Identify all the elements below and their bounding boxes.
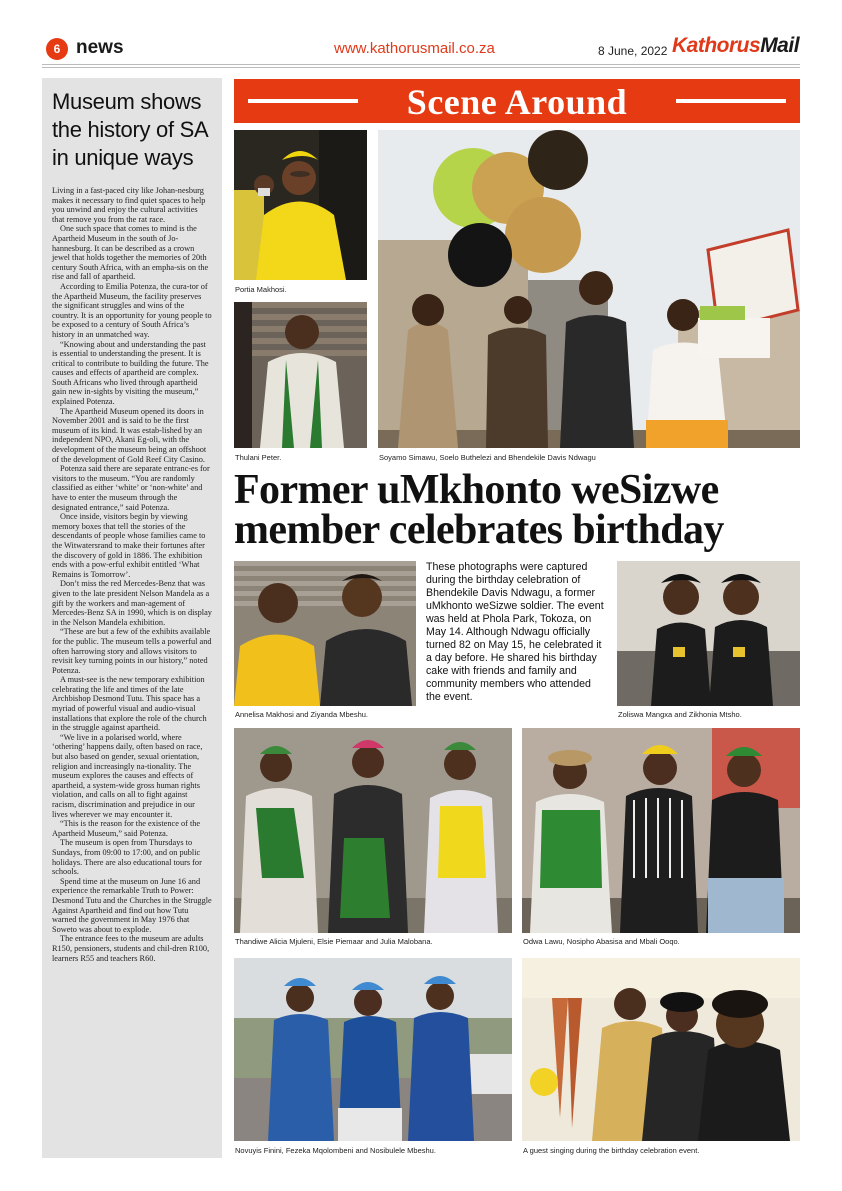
sidebar-paragraph: “This is the reason for the existence of the Apartheid Museum,” said Potenza.: [52, 819, 201, 838]
banner-title: Scene Around: [406, 82, 628, 122]
photo-odwa: [522, 728, 800, 933]
sidebar-body: [52, 186, 212, 963]
photo-guest-singing: [522, 958, 800, 1141]
sidebar-paragraph: One such space that comes to mind is the Apartheid Museum in the south of Jo-hannesburg. It can be described as a crown jewel that holds together the memories of 20th century South Africa, with an empha-sis on the rise and fall of apartheid.: [52, 224, 209, 282]
caption: Thulani Peter.: [235, 453, 282, 462]
sidebar-paragraph: “Knowing about and understanding the past is essential to understanding the present. It is critical to contribute to building the future. The causes and effects of apartheid are complex. South Africans who lived through apartheid gain new in-sights by visiting the museum,” explained Potenza.: [52, 339, 209, 407]
caption: Zoliswa Mangxa and Zikhonia Mtsho.: [618, 710, 742, 719]
website-link[interactable]: www.kathorusmail.co.za: [334, 40, 495, 57]
caption: Portia Makhosi.: [235, 285, 287, 294]
sidebar-paragraph: Once inside, visitors begin by viewing memory boxes that tell the stories of the descendants of people whose families came to the Witwatersrand to make their fortunes after the discovery of gold in 1886. The exhibition ends with a pow-erful exhibit entitled ‘What Remains is Tomorrow’.: [52, 512, 206, 579]
caption: Thandiwe Alicia Mjuleni, Elsie Piemaar and Julia Malobana.: [235, 937, 433, 946]
page-number: 6: [46, 38, 68, 60]
photo-annelisa: [234, 561, 416, 706]
page-header: [42, 34, 800, 64]
sidebar-paragraph: The Apartheid Museum opened its doors in November 2001 and is said to be the first museum of its kind. It was estab-lished by an independent NPO, Akani Eg-oli, with the development of the museum being an offshoot of the development of Gold Reef City Casino.: [52, 406, 207, 464]
sidebar-paragraph: A must-see is the new temporary exhibition celebrating the life and times of the late Archbishop Desmond Tutu. This space has a myriad of powerful visual and audio-visual installations that explore the role of the church in the struggle against apartheid.: [52, 675, 207, 733]
sidebar-paragraph: Potenza said there are separate entranc-es for visitors to the museum. “You are randomly classified as either ‘white’ or ‘non-white’ and have to enter the museum through the designated entrance,” said Potenza.: [52, 464, 210, 512]
photo-balloons-group: [378, 130, 800, 448]
sidebar-paragraph: “We live in a polarised world, where ‘othering’ happens daily, often based on race, but also based on gender, sexual orientation, religion and increasingly na-tionality. The museum explores the causes and effects of apartheid, a system-wide gross human rights violation, and calls on all to fight against racism, discrimination and prejudice in our lives wherever we may encounter it.: [52, 732, 203, 819]
caption: Annelisa Makhosi and Ziyanda Mbeshu.: [235, 710, 368, 719]
photo-thandiwe: [234, 728, 512, 933]
header-divider: [42, 64, 800, 68]
sidebar-paragraph: The museum is open from Thursdays to Sundays, from 09:00 to 17:00, and on public holidays. There are also educational tours for schools.: [52, 838, 202, 877]
article-intro: These photographs were captured during the birthday celebration of Bhendekile Davis Ndwagu, a former uMkhonto weSizwe soldier. The event was held at Phola Park, Tokoza, on May 14. Although Ndwagu officially turned 82 on May 15, he celebrated it a day before. He shared his birthday cake with friends and family and community members who attended the event.: [426, 561, 604, 703]
sidebar-paragraph: Living in a fast-paced city like Johan-nesburg makes it necessary to find quiet spaces to help you unwind and enjoy the cultural activities that remove you from the rat race.: [52, 186, 206, 224]
sidebar-paragraph: The entrance fees to the museum are adults R150, pensioners, students and chil-dren R100, learners R55 and teachers R60.: [52, 934, 210, 963]
scene-around-banner: [234, 79, 800, 123]
sidebar-paragraph: According to Emilia Potenza, the cura-tor of the Apartheid Museum, the facility preserves the significant struggles and wins of the country. It is an opportunity for young people to be exposed to a century of South Africa’s history in an unmatched way.: [52, 281, 212, 339]
sidebar-paragraph: Spend time at the museum on June 16 and experience the remarkable Truth to Power: Desmond Tutu and the Churches in the Struggle Against Apartheid and find out how Tutu warned the government in May 1976 that Soweto was about to explode.: [52, 876, 212, 934]
sidebar-article: [42, 78, 222, 1158]
sidebar-paragraph: “These are but a few of the exhibits available for the public. The museum tells a powerful and often harrowing story and allows visitors to revisit key turning points in our history,” noted Potenza.: [52, 627, 212, 675]
caption: Soyamo Simawu, Soelo Buthelezi and Bhendekile Davis Ndwagu: [379, 453, 596, 462]
section-label: news: [76, 37, 124, 58]
photo-portia: [234, 130, 367, 280]
photo-thulani: [234, 302, 367, 448]
sidebar-paragraph: Don’t miss the red Mercedes-Benz that was given to the late president Nelson Mandela as a gift by the workers and man-agement of Mercedes-Benz SA in 1990, which is on display in the Nelson Mandela exhibition.: [52, 579, 212, 627]
photo-zoliswa: [617, 561, 800, 706]
sidebar-headline: Museum shows the history of SA in unique ways: [52, 89, 208, 170]
issue-date: 8 June, 2022: [598, 44, 668, 58]
article-headline: Former uMkhonto weSizwe member celebrates birthday: [234, 467, 724, 553]
caption: Novuyis Finini, Fezeka Mqolombeni and Nosibulele Mbeshu.: [235, 1146, 436, 1155]
caption: A guest singing during the birthday celebration event.: [523, 1146, 700, 1155]
masthead-logo: KathorusMail: [672, 34, 800, 57]
photo-novuyis: [234, 958, 512, 1141]
caption: Odwa Lawu, Nosipho Abasisa and Mbali Ooqo.: [523, 937, 680, 946]
